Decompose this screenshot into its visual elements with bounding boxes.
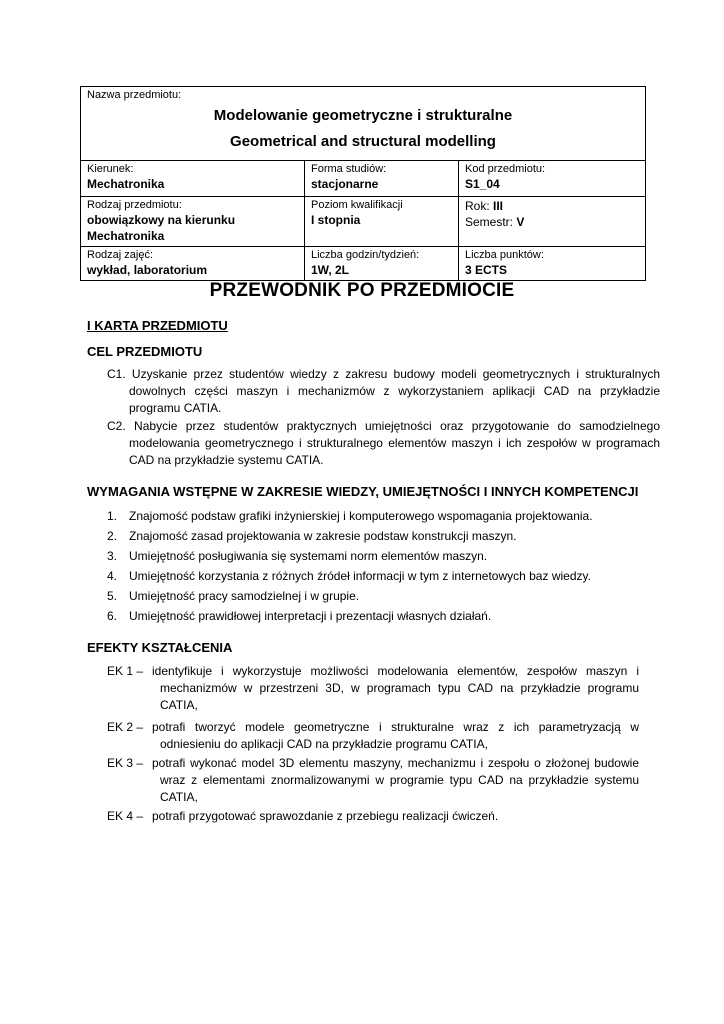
study-form-value: stacjonarne xyxy=(311,177,379,191)
goal-item: C2. Nabycie przez studentów praktycznych umiejętności oraz przygotowanie do samodzielnego modelowania geometrycznego i strukturalnego elementów maszyn i ich zespołów w programach CAD na przykładzie systemu CATIA. xyxy=(107,419,660,467)
effect-text: potrafi przygotować sprawozdanie z przebiegu realizacji ćwiczeń. xyxy=(152,809,499,823)
item-number: 6. xyxy=(107,609,118,623)
study-form-label: Forma studiów: xyxy=(311,163,387,175)
subject-type-label: Rodzaj przedmiotu: xyxy=(87,199,182,211)
semester-row xyxy=(465,214,639,230)
effect-label: EK 2 – xyxy=(107,720,144,734)
item-text: Umiejętność korzystania z różnych źródeł informacji w tym z internetowych baz wiedzy. xyxy=(129,569,591,583)
direction-cell xyxy=(81,161,305,197)
effect-text: identyfikuje i wykorzystuje możliwości modelowania elementów, zespołów maszyn i mechanizmów w przestrzeni 3D, w programach typu CAD na przykładzie programu CATIA, xyxy=(152,664,639,712)
item-number: 5. xyxy=(107,589,118,603)
card-heading: I KARTA PRZEDMIOTU xyxy=(87,318,228,333)
requirements-heading: WYMAGANIA WSTĘPNE W ZAKRESIE WIEDZY, UMIEJĘTNOŚCI I INNYCH KOMPETENCJI xyxy=(87,484,639,499)
points-value: 3 ECTS xyxy=(465,263,508,277)
effect-label: EK 3 – xyxy=(107,756,144,770)
effect-label: EK 4 – xyxy=(107,809,144,823)
item-text: Znajomość zasad projektowania w zakresie podstaw konstrukcji maszyn. xyxy=(129,529,517,543)
subject-type-cell xyxy=(81,197,305,247)
item-number: 3. xyxy=(107,549,118,563)
effect-text: potrafi tworzyć modele geometryczne i strukturalne wraz z ich parametryzacją w odniesieniu do aplikacji CAD na przykładzie programu CATIA, xyxy=(152,720,639,751)
item-text: Znajomość podstaw grafiki inżynierskiej i komputerowego wspomagania projektowania. xyxy=(129,509,593,523)
direction-label: Kierunek: xyxy=(87,163,134,175)
hours-cell xyxy=(305,247,459,281)
year-label: Rok: xyxy=(465,199,494,213)
item-text: Umiejętność prawidłowej interpretacji i prezentacji własnych działań. xyxy=(129,609,492,623)
item-number: 4. xyxy=(107,569,118,583)
requirements-list xyxy=(107,506,647,626)
effects-heading: EFEKTY KSZTAŁCENIA xyxy=(87,640,233,655)
points-cell xyxy=(459,247,646,281)
goal-heading: CEL PRZEDMIOTU xyxy=(87,344,203,359)
year-semester-cell xyxy=(459,197,646,247)
hours-value: 1W, 2L xyxy=(311,263,350,277)
code-label: Kod przedmiotu: xyxy=(465,163,546,175)
level-label: Poziom kwalifikacji xyxy=(311,199,403,211)
semester-value: V xyxy=(516,215,525,229)
item-text: Umiejętność pracy samodzielnej i w grupie. xyxy=(129,589,360,603)
hours-label: Liczba godzin/tydzień: xyxy=(311,249,420,261)
year-value: III xyxy=(493,199,504,213)
subject-title-cell xyxy=(81,87,646,161)
effect-item xyxy=(107,663,639,714)
effect-item xyxy=(107,755,639,806)
subject-type-value: obowiązkowy na kierunku xyxy=(87,213,236,227)
level-cell xyxy=(305,197,459,247)
item-text: Umiejętność posługiwania się systemami norm elementów maszyn. xyxy=(129,549,488,563)
list-item xyxy=(107,566,647,586)
subject-title-pl: Modelowanie geometryczne i strukturalne xyxy=(213,107,513,124)
subject-title-en: Geometrical and structural modelling xyxy=(230,133,496,150)
list-item xyxy=(107,526,647,546)
points-label: Liczba punktów: xyxy=(465,249,544,261)
code-cell xyxy=(459,161,646,197)
study-form-cell xyxy=(305,161,459,197)
effect-item xyxy=(107,719,639,753)
item-number: 1. xyxy=(107,509,118,523)
class-type-value: wykład, laboratorium xyxy=(87,263,208,277)
semester-label: Semestr: xyxy=(465,215,517,229)
level-value: I stopnia xyxy=(311,213,361,227)
year-row xyxy=(465,198,639,214)
class-type-cell xyxy=(81,247,305,281)
main-title: PRZEWODNIK PO PRZEDMIOCIE xyxy=(209,280,515,301)
subject-info-table xyxy=(80,86,646,281)
subject-label: Nazwa przedmiotu: xyxy=(87,89,182,101)
goal-item: C1. Uzyskanie przez studentów wiedzy z zakresu budowy modeli geometrycznych i strukturalnych dowolnych części maszyn i mechanizmów z wykorzystaniem aplikacji CAD na przykładzie programu CATIA. xyxy=(107,367,660,415)
list-item xyxy=(107,586,647,606)
item-number: 2. xyxy=(107,529,118,543)
effect-item xyxy=(107,808,639,825)
class-type-label: Rodzaj zajęć: xyxy=(87,249,154,261)
list-item xyxy=(107,506,647,526)
subject-type-value-2: Mechatronika xyxy=(87,229,165,243)
effect-label: EK 1 – xyxy=(107,664,144,678)
effect-text: potrafi wykonać model 3D elementu maszyny, mechanizmu i zespołu o złożonej budowie wraz z elementami znormalizowanymi w programie typu CAD na przykładzie systemu CATIA, xyxy=(152,756,639,804)
code-value: S1_04 xyxy=(465,177,500,191)
list-item xyxy=(107,606,647,626)
list-item xyxy=(107,546,647,566)
direction-value: Mechatronika xyxy=(87,177,165,191)
